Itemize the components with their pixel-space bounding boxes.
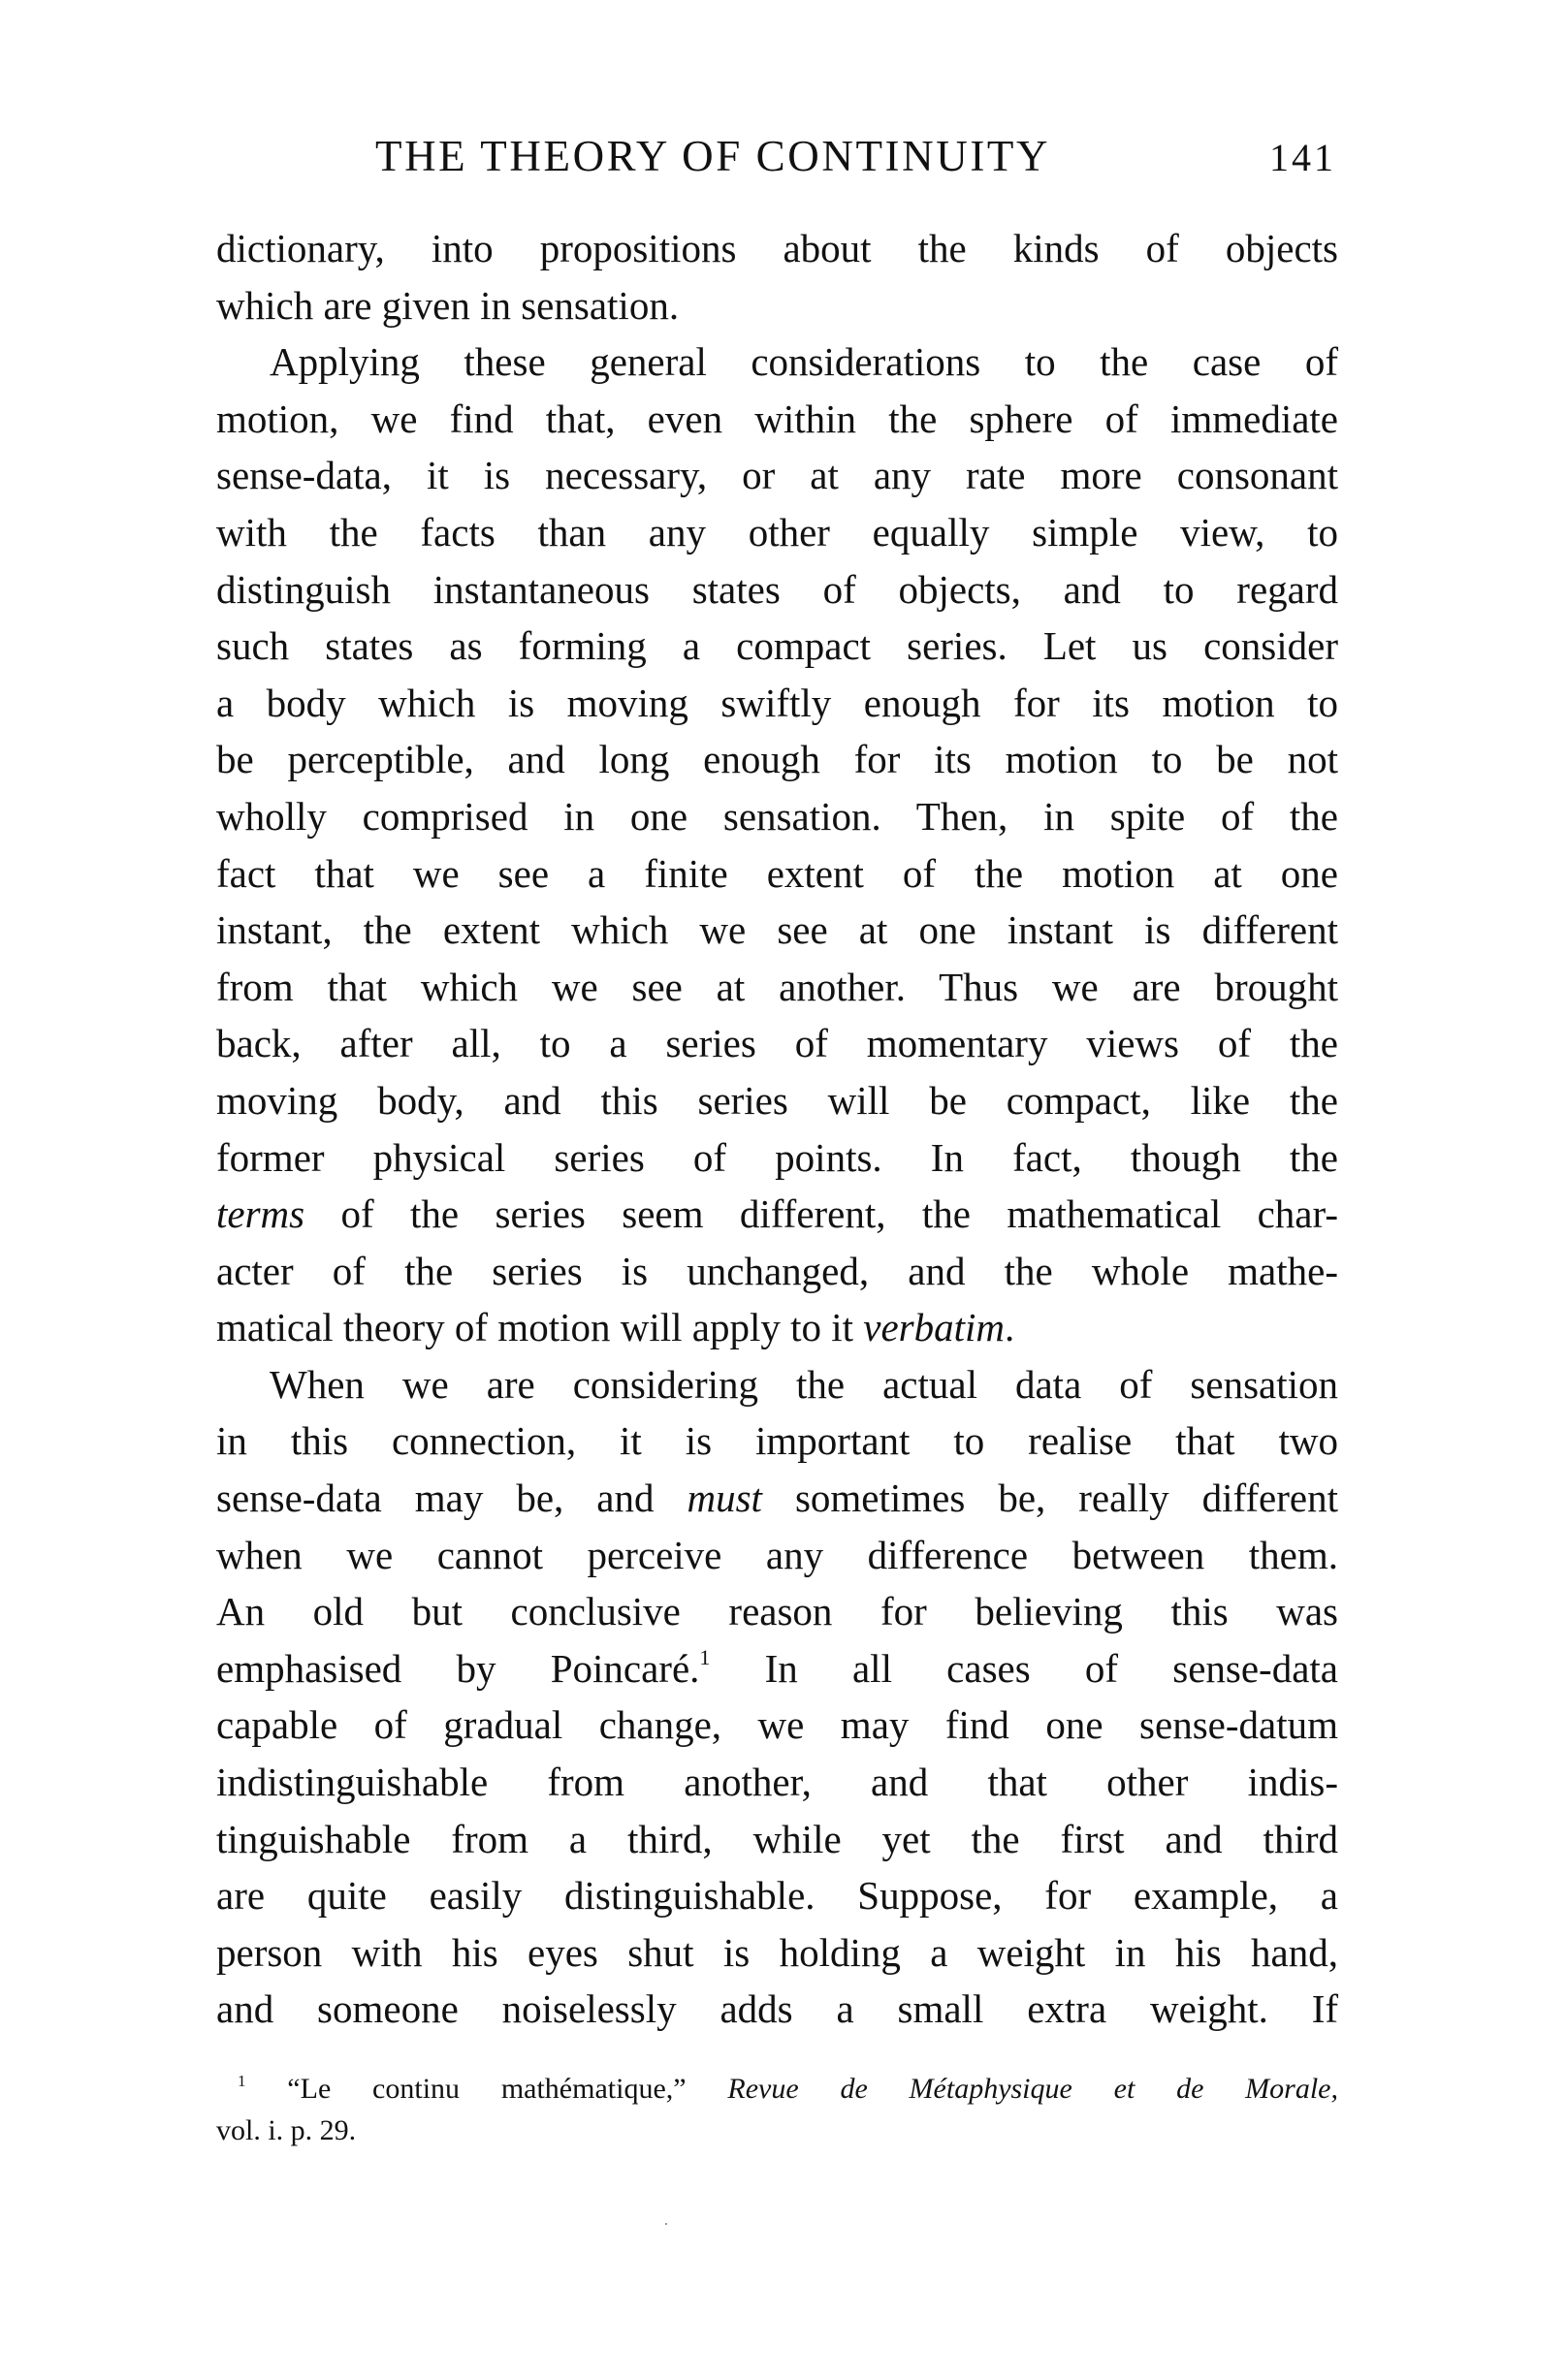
emphasis-must: must: [687, 1476, 762, 1521]
text-line: and someone noiselessly adds a small extra weight. If: [216, 1986, 1338, 2032]
text-line: which are given in sensation.: [216, 282, 680, 328]
line-remainder: sometimes be, really different: [761, 1476, 1338, 1521]
text-line: sense-data, it is necessary, or at any rate more consonant: [216, 453, 1338, 498]
text-line: acter of the series is unchanged, and the whole mathe-: [216, 1248, 1338, 1293]
text-line: tinguishable from a third, while yet the first and third: [216, 1816, 1338, 1861]
line-punctuation: .: [1005, 1305, 1015, 1350]
text-line: instant, the extent which we see at one instant is different: [216, 907, 1338, 953]
line-text: sense-data may be, and: [216, 1476, 688, 1521]
emphasis-verbatim: verbatim: [863, 1305, 1006, 1350]
text-line: dictionary, into propositions about the kinds of objects: [216, 226, 1338, 270]
text-line: with the facts than any other equally simple view, to: [216, 509, 1338, 555]
footnote-journal: Revue de Métaphysique et de Morale,: [727, 2073, 1338, 2105]
text-line: when we cannot perceive any difference between them.: [216, 1532, 1338, 1577]
paragraph-start-line: Applying these general considerations to the case of: [270, 339, 1338, 385]
line-remainder: of the series seem different, the mathematical char-: [304, 1191, 1338, 1237]
body-text: [216, 220, 1338, 2038]
text-line: former physical series of points. In fact, though the: [216, 1134, 1338, 1180]
text-line: in this connection, it is important to realise that two: [216, 1418, 1338, 1464]
text-line: from that which we see at another. Thus we are brought: [216, 964, 1338, 1009]
text-line: distinguish instantaneous states of objects, and to regard: [216, 566, 1338, 612]
text-line: are quite easily distinguishable. Suppose, for example, a: [216, 1873, 1338, 1919]
text-line: [216, 1299, 1338, 1356]
line-remainder: In all cases of sense-data: [710, 1645, 1338, 1691]
emphasis-terms: terms: [216, 1191, 305, 1237]
footnote-article-title: “Le continu mathématique,”: [287, 2073, 687, 2105]
text-line: be perceptible, and long enough for its motion to be not: [216, 737, 1338, 782]
text-line: capable of gradual change, we may find one sense-datum: [216, 1702, 1338, 1748]
scan-speck: [665, 2223, 667, 2225]
line-text: emphasised by Poincaré.: [216, 1645, 700, 1691]
text-line: person with his eyes shut is holding a weight in his hand,: [216, 1929, 1338, 1975]
footnotes: [216, 2068, 1338, 2151]
text-line: moving body, and this series will be compact, like the: [216, 1077, 1338, 1123]
footnote-reference[interactable]: 1: [699, 1644, 711, 1669]
text-line: [216, 1640, 1338, 1698]
page-number: 141: [1269, 136, 1336, 179]
text-line: [216, 1186, 1338, 1243]
text-line: fact that we see a finite extent of the motion at one: [216, 850, 1338, 896]
text-line: An old but conclusive reason for believing this was: [216, 1589, 1338, 1634]
line-text: matical theory of motion will apply to it: [216, 1305, 864, 1350]
running-title: THE THEORY OF CONTINUITY: [375, 132, 1051, 180]
text-line: motion, we find that, even within the sphere of immediate: [216, 396, 1338, 441]
text-line: indistinguishable from another, and that other indis-: [216, 1760, 1338, 1805]
text-line: [216, 1470, 1338, 1527]
text-line: wholly comprised in one sensation. Then, in spite of the: [216, 793, 1338, 839]
text-line: a body which is moving swiftly enough for its motion to: [216, 680, 1338, 725]
text-line: such states as forming a compact series. Let us consider: [216, 623, 1338, 669]
footnote-line: [216, 2068, 1338, 2110]
paragraph-start-line: When we are considering the actual data of sensation: [270, 1361, 1338, 1407]
footnote-citation: vol. i. p. 29.: [216, 2114, 357, 2146]
running-head: [216, 132, 1338, 180]
footnote-marker: 1: [238, 2072, 246, 2090]
text-line: back, after all, to a series of momentary views of the: [216, 1021, 1338, 1066]
